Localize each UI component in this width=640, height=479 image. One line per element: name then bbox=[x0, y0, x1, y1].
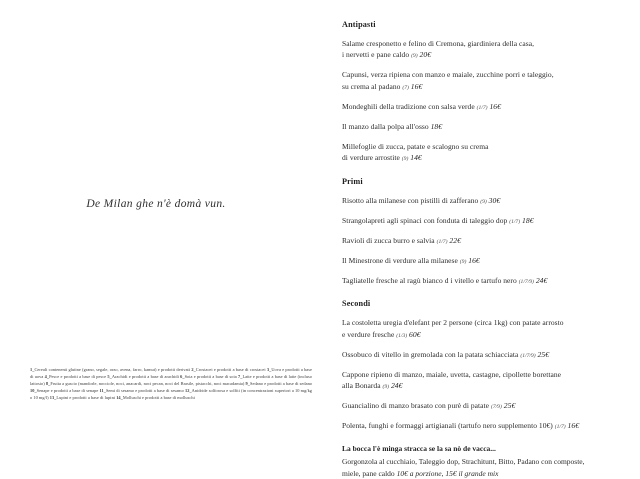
allergen-number: 13_ bbox=[49, 395, 57, 401]
allergen-number: 7_ bbox=[237, 374, 243, 380]
allergen-text: Latte e prodotti a base di latte (incluso lattosio) bbox=[30, 374, 313, 387]
menu-item-name: Capunsi, verza ripiena con manzo e maiale, zucchine porri e taleggio, su crema al padano bbox=[342, 70, 554, 91]
menu-item-name: Ossobuco di vitello in gremolada con la patata schiacciata bbox=[342, 349, 519, 359]
section-title: Primi bbox=[342, 176, 363, 186]
menu-item-price: 20€ bbox=[419, 50, 432, 60]
menu-item-price: 30€ bbox=[488, 195, 501, 205]
allergen-number: 8_ bbox=[45, 381, 51, 387]
menu-item bbox=[342, 195, 632, 207]
left-column bbox=[0, 0, 330, 452]
menu-item-price: 60€ bbox=[409, 329, 421, 339]
menu-item-allergens: (7) bbox=[402, 84, 409, 91]
menu-item bbox=[342, 215, 632, 227]
menu-item-price: 16€ bbox=[567, 421, 580, 431]
section-title: Antipasti bbox=[342, 20, 376, 29]
allergen-text: Cereali contenenti glutine (grano, segale, orzo, avena, farro, kamut) e prodotti derivati bbox=[34, 367, 192, 372]
menu-item-name: Polenta, funghi e formaggi artigianali (tartufo nero supplemento 10€) bbox=[342, 421, 553, 431]
menu-item-price: 14€ bbox=[410, 153, 422, 163]
allergen-text: Uova e prodotti a base di uova bbox=[30, 367, 313, 380]
cheese-price: 10€ a porzione, 15€ il grande mix bbox=[396, 468, 499, 478]
allergen-text: Molluschi e prodotti a base di molluschi bbox=[122, 395, 195, 401]
allergen-text: Crostacei e prodotti a base di crostacei bbox=[195, 367, 267, 372]
menu-item-price: 25€ bbox=[503, 401, 516, 411]
allergen-number: 14_ bbox=[116, 395, 123, 401]
dialect-quote: De Milan ghe n'è domà vun. bbox=[86, 198, 226, 210]
menu-item-allergens: (9) bbox=[459, 258, 467, 265]
menu-item-price: 22€ bbox=[449, 235, 461, 245]
allergen-text: Arachidi e prodotti a base di arachidi bbox=[111, 374, 181, 380]
menu-item bbox=[342, 420, 632, 432]
allergen-text: Anidride solforosa e solfiti (in concentrazioni superiori a 10 mg/kg o 10 mg/l) bbox=[30, 388, 313, 401]
menu-item bbox=[342, 275, 632, 287]
allergen-number: 10_ bbox=[30, 388, 37, 394]
menu-item-allergens: (1/7/9) bbox=[520, 352, 536, 359]
menu-item bbox=[342, 349, 632, 361]
cheese-heading: La bocca l'è minga stracca se la sa nò de vacca... bbox=[342, 443, 496, 453]
allergen-text: Pesce e prodotti a base di pesce bbox=[49, 374, 108, 380]
menu-item-name: Ravioli di zucca burro e salvia bbox=[342, 235, 435, 245]
allergen-text: Sedano e prodotti a base di sedano bbox=[250, 381, 313, 387]
menu-item bbox=[342, 141, 632, 164]
menu-item-price: 16€ bbox=[468, 255, 480, 265]
allergen-number: 12_ bbox=[185, 388, 192, 394]
menu-item-name: Mondeghili della tradizione con salsa verde bbox=[342, 101, 475, 111]
menu-item bbox=[342, 101, 632, 113]
allergen-number: 4_ bbox=[44, 374, 50, 380]
cheese-selection bbox=[342, 443, 632, 479]
menu-item-name: Guancialino di manzo brasato con purè di patate bbox=[342, 401, 490, 411]
allergen-number: 2_ bbox=[191, 367, 196, 372]
menu-item-price: 18€ bbox=[522, 215, 534, 225]
allergen-text: Soia e prodotti a base di soia bbox=[184, 374, 238, 380]
menu-item-allergens: (9) bbox=[382, 384, 390, 391]
menu-item-allergens: (9) bbox=[411, 53, 418, 60]
menu-item-price: 24€ bbox=[535, 275, 548, 285]
menu-item-allergens: (1/7) bbox=[436, 238, 448, 245]
menu-item bbox=[342, 121, 632, 133]
allergen-text: Frutta a guscio (mandorle, nocciole, noci, anacardi, noci pecan, noci del Brasile, pistacchi, noci macadamia) bbox=[50, 381, 246, 387]
menu-column bbox=[330, 0, 640, 478]
allergen-number: 11_ bbox=[99, 388, 106, 394]
menu-item bbox=[342, 369, 632, 392]
menu-item-allergens: (1/7) bbox=[476, 104, 488, 111]
allergen-text: Senape e prodotti a base di senape bbox=[36, 388, 100, 394]
menu-item-allergens: (7/9) bbox=[490, 404, 502, 411]
menu-item-allergens: (1/7) bbox=[554, 424, 566, 431]
menu-item-name: Cappone ripieno di manzo, maiale, uvetta, castagne, cipollette borettane alla Bonarda bbox=[342, 369, 562, 391]
menu-sections bbox=[342, 20, 632, 432]
menu-item-price: 18€ bbox=[430, 121, 443, 131]
allergen-number: 5_ bbox=[107, 374, 112, 380]
menu-item bbox=[342, 400, 632, 412]
menu-item-price: 16€ bbox=[489, 101, 501, 111]
allergen-text: Lupini e prodotti a base di lupini bbox=[56, 395, 117, 401]
menu-item-allergens: (1/7) bbox=[509, 218, 521, 225]
menu-item-name: Millefoglie di zucca, patate e scalogno su crema di verdure arrostite bbox=[342, 141, 489, 163]
allergen-number: 1_ bbox=[30, 367, 35, 372]
menu-item-price: 25€ bbox=[537, 349, 550, 359]
allergen-number: 9_ bbox=[245, 381, 250, 387]
menu-item-allergens: (9) bbox=[401, 156, 409, 163]
cheese-description: Gorgonzola al cucchiaio, Taleggio dop, Strachitunt, Bitto, Padano con composte, miele, pane caldo 10€ a porzione, 15€ il grande mix bbox=[342, 457, 585, 478]
menu-item bbox=[342, 69, 632, 92]
menu-item-name: Salame cresponetto e felino di Cremona, giardiniera della casa, i nervetti e pane caldo bbox=[342, 39, 535, 60]
menu-item bbox=[342, 317, 632, 340]
menu-item-price: 16€ bbox=[410, 81, 423, 91]
menu-item bbox=[342, 255, 632, 267]
menu-item-name: Il Minestrone di verdure alla milanese bbox=[342, 255, 458, 265]
menu-item-name: Tagliatelle fresche al ragù bianco d i vitello e tartufo nero bbox=[342, 275, 517, 285]
menu-item-allergens: (1/3) bbox=[396, 332, 408, 339]
section-title: Secondi bbox=[342, 299, 371, 309]
menu-item-name: Risotto alla milanese con pistilli di zafferano bbox=[342, 195, 479, 205]
menu-item-name: Il manzo dalla polpa all'osso bbox=[342, 121, 429, 131]
menu-item-allergens: (1/7/9) bbox=[518, 278, 534, 285]
menu-item-name: Strangolapreti agli spinaci con fonduta di taleggio dop bbox=[342, 215, 508, 225]
allergen-text: Semi di sesamo e prodotti a base di sesamo bbox=[105, 388, 185, 394]
menu-item-price: 24€ bbox=[390, 381, 403, 391]
menu-item bbox=[342, 38, 632, 61]
allergen-number: 3_ bbox=[266, 367, 272, 372]
menu-item-name: La costoletta uregia d'elefant per 2 persone (circa 1kg) con patate arrosto e verdure fresche bbox=[342, 318, 564, 339]
menu-item-allergens: (9) bbox=[480, 198, 487, 205]
allergen-number: 6_ bbox=[180, 374, 185, 380]
allergen-legend bbox=[30, 366, 312, 401]
menu-item bbox=[342, 235, 632, 247]
